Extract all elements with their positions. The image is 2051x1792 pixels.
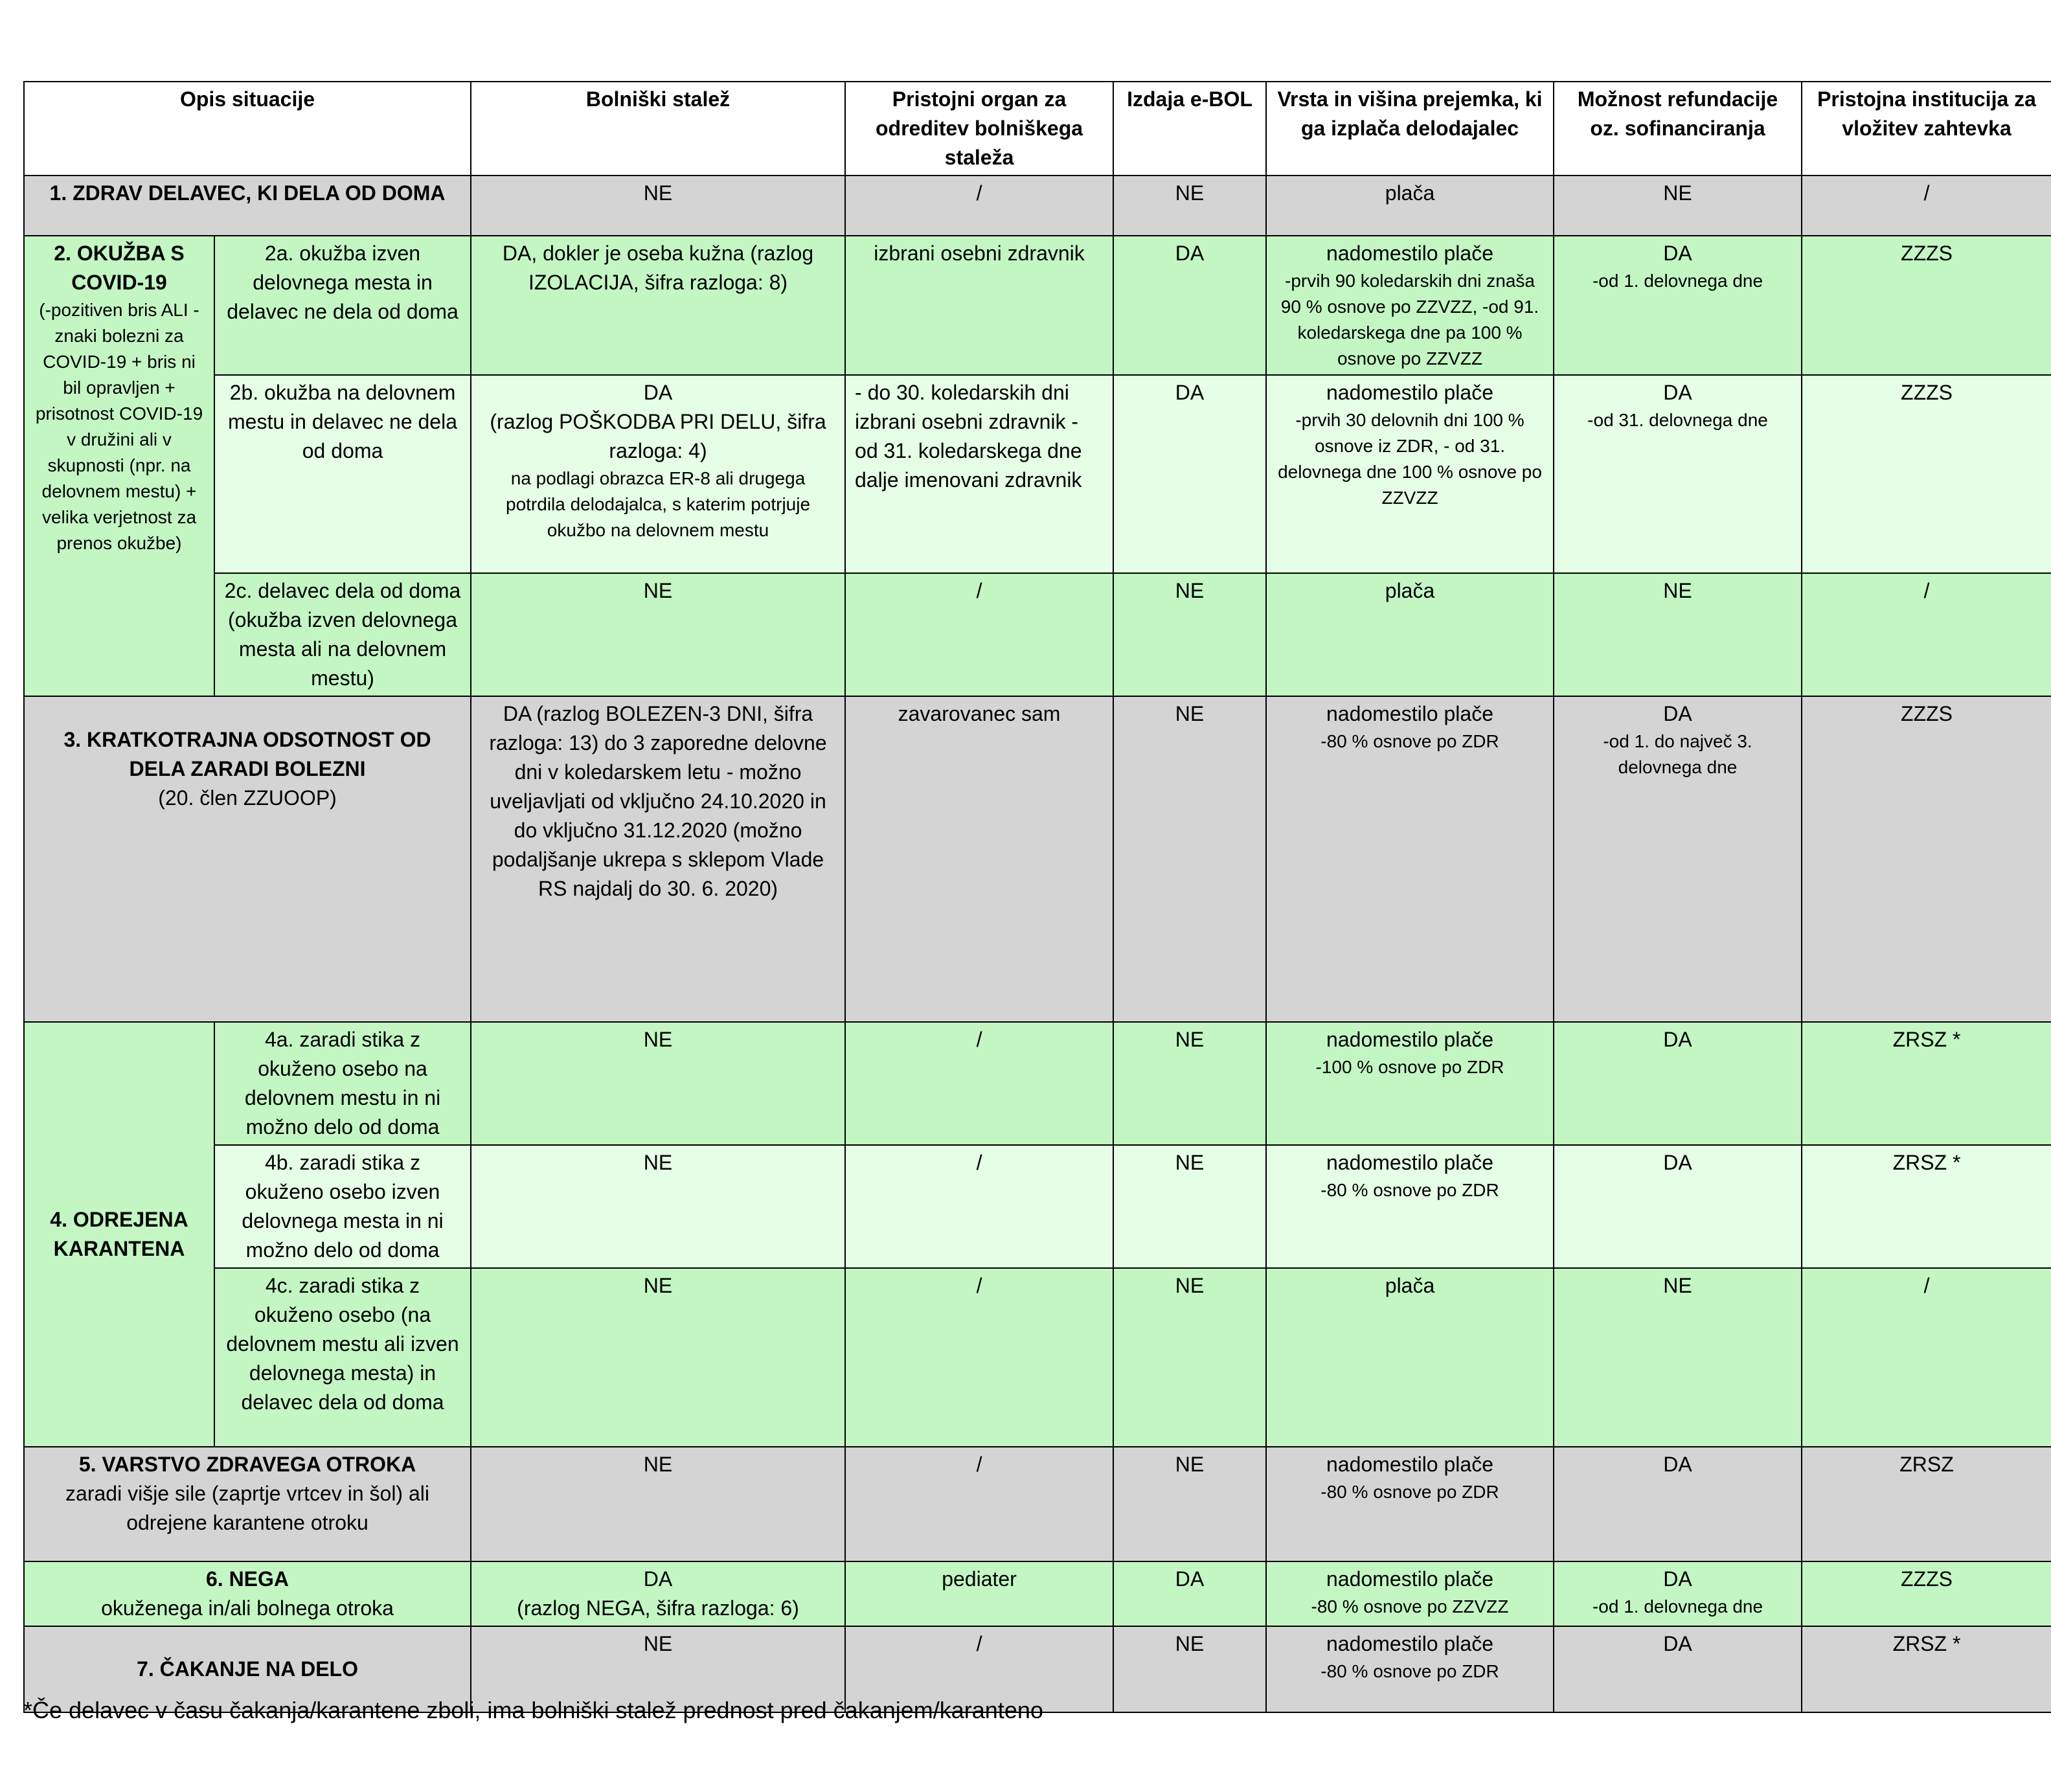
row3-organ: zavarovanec sam xyxy=(845,696,1113,1022)
row4c-refund: NE xyxy=(1554,1268,1802,1447)
row4b-refund: DA xyxy=(1554,1145,1802,1268)
table-row-3 xyxy=(24,696,2051,1022)
row4c-sub: 4c. zaradi stika z okuženo osebo (na delovnem mestu ali izven delovnega mesta) in delavec dela od doma xyxy=(214,1268,471,1447)
row6-title-cell: 6. NEGA okuženega in/ali bolnega otroka xyxy=(24,1561,471,1626)
row1-title: 1. ZDRAV DELAVEC, KI DELA OD DOMA xyxy=(24,176,471,236)
row7-organ: / xyxy=(845,1626,1113,1712)
row4a-inst: ZRSZ * xyxy=(1802,1022,2051,1145)
row4c-inst: / xyxy=(1802,1268,2051,1447)
header-opis: Opis situacije xyxy=(24,82,471,176)
row6-stalez: DA (razlog NEGA, šifra razloga: 6) xyxy=(471,1561,845,1626)
row2a-sub: 2a. okužba izven delovnega mesta in delavec ne dela od doma xyxy=(214,236,471,375)
row7-ebol: NE xyxy=(1113,1626,1266,1712)
row2c-prejemek: plača xyxy=(1266,573,1554,696)
row2c-sub: 2c. delavec dela od doma (okužba izven delovnega mesta ali na delovnem mestu) xyxy=(214,573,471,696)
row6-inst: ZZZS xyxy=(1802,1561,2051,1626)
row6-prejemek: nadomestilo plače -80 % osnove po ZZVZZ xyxy=(1266,1561,1554,1626)
row2b-sub: 2b. okužba na delovnem mestu in delavec ne dela od doma xyxy=(214,375,471,573)
row2a-inst: ZZZS xyxy=(1802,236,2051,375)
row2b-ebol: DA xyxy=(1113,375,1266,573)
row3-refund: DA -od 1. do največ 3. delovnega dne xyxy=(1554,696,1802,1022)
row2c-inst: / xyxy=(1802,573,2051,696)
row4c-stalez: NE xyxy=(471,1268,845,1447)
row6-organ: pediater xyxy=(845,1561,1113,1626)
row2c-ebol: NE xyxy=(1113,573,1266,696)
row5-ebol: NE xyxy=(1113,1447,1266,1561)
table-row-4a xyxy=(24,1022,2051,1145)
row4b-sub: 4b. zaradi stika z okuženo osebo izven delovnega mesta in ni možno delo od doma xyxy=(214,1145,471,1268)
row2c-refund: NE xyxy=(1554,573,1802,696)
header-bolniski-stalez: Bolniški stalež xyxy=(471,82,845,176)
row2b-prejemek: nadomestilo plače -prvih 30 delovnih dni 100 % osnove iz ZDR, - od 31. delovnega dne 100 % osnove po ZZVZZ xyxy=(1266,375,1554,573)
row3-inst: ZZZS xyxy=(1802,696,2051,1022)
row7-inst: ZRSZ * xyxy=(1802,1626,2051,1712)
row4a-stalez: NE xyxy=(471,1022,845,1145)
table-row-4b xyxy=(24,1145,2051,1268)
header-institucija: Pristojna institucija za vložitev zahtevka xyxy=(1802,82,2051,176)
row1-organ: / xyxy=(845,176,1113,236)
row2a-refund: DA -od 1. delovnega dne xyxy=(1554,236,1802,375)
row3-prejemek: nadomestilo plače -80 % osnove po ZDR xyxy=(1266,696,1554,1022)
row4c-organ: / xyxy=(845,1268,1113,1447)
table-row-6 xyxy=(24,1561,2051,1626)
table-row-2a xyxy=(24,236,2051,375)
row5-stalez: NE xyxy=(471,1447,845,1561)
row1-ebol: NE xyxy=(1113,176,1266,236)
row4a-organ: / xyxy=(845,1022,1113,1145)
row4b-stalez: NE xyxy=(471,1145,845,1268)
row6-ebol: DA xyxy=(1113,1561,1266,1626)
row1-refund: NE xyxy=(1554,176,1802,236)
row4c-prejemek: plača xyxy=(1266,1268,1554,1447)
row2a-organ: izbrani osebni zdravnik xyxy=(845,236,1113,375)
footnote: *Če delavec v času čakanja/karantene zboli, ima bolniški stalež prednost pred čakanjem/karanteno xyxy=(23,1697,1043,1723)
row4a-refund: DA xyxy=(1554,1022,1802,1145)
row4b-prejemek: nadomestilo plače -80 % osnove po ZDR xyxy=(1266,1145,1554,1268)
situation-table xyxy=(23,81,2051,1713)
header-refundacija: Možnost refundacije oz. sofinanciranja xyxy=(1554,82,1802,176)
row4b-organ: / xyxy=(845,1145,1113,1268)
table-row-1 xyxy=(24,176,2051,236)
row2c-stalez: NE xyxy=(471,573,845,696)
row4a-ebol: NE xyxy=(1113,1022,1266,1145)
row2b-refund: DA -od 31. delovnega dne xyxy=(1554,375,1802,573)
row2b-stalez: DA (razlog POŠKODBA PRI DELU, šifra razloga: 4) na podlagi obrazca ER-8 ali drugega potrdila delodajalca, s katerim potrjuje okužbo na delovnem mestu xyxy=(471,375,845,573)
row3-stalez: DA (razlog BOLEZEN-3 DNI, šifra razloga: 13) do 3 zaporedne delovne dni v koledarskem letu - možno uveljavljati od vključno 24.10.2020 in do vključno 31.12.2020 (možno podaljšanje ukrepa s sklepom Vlade RS najdalj do 30. 6. 2020) xyxy=(471,696,845,1022)
row7-prejemek: nadomestilo plače -80 % osnove po ZDR xyxy=(1266,1626,1554,1712)
table-row-4c xyxy=(24,1268,2051,1447)
header-vrsta-prejemka: Vrsta in višina prejemka, ki ga izplača delodajalec xyxy=(1266,82,1554,176)
row1-inst: / xyxy=(1802,176,2051,236)
row5-prejemek: nadomestilo plače -80 % osnove po ZDR xyxy=(1266,1447,1554,1561)
row2a-stalez: DA, dokler je oseba kužna (razlog IZOLACIJA, šifra razloga: 8) xyxy=(471,236,845,375)
header-izdaja-ebol: Izdaja e-BOL xyxy=(1113,82,1266,176)
row4a-sub: 4a. zaradi stika z okuženo osebo na delovnem mestu in ni možno delo od doma xyxy=(214,1022,471,1145)
row4-title-cell: 4. ODREJENA KARANTENA xyxy=(24,1022,214,1447)
row4c-ebol: NE xyxy=(1113,1268,1266,1447)
row7-title-cell: 7. ČAKANJE NA DELO xyxy=(24,1626,471,1712)
row6-refund: DA -od 1. delovnega dne xyxy=(1554,1561,1802,1626)
row2-title-cell: 2. OKUŽBA S COVID-19 (-pozitiven bris ALI - znaki bolezni za COVID-19 + bris ni bil opravljen + prisotnost COVID-19 v družini ali v skupnosti (npr. na delovnem mestu) + velika verjetnost za prenos okužbe) xyxy=(24,236,214,696)
row5-organ: / xyxy=(845,1447,1113,1561)
header-row xyxy=(24,82,2051,176)
row1-prejemek: plača xyxy=(1266,176,1554,236)
table-row-5 xyxy=(24,1447,2051,1561)
row5-refund: DA xyxy=(1554,1447,1802,1561)
row3-ebol: NE xyxy=(1113,696,1266,1022)
row5-title-cell: 5. VARSTVO ZDRAVEGA OTROKA zaradi višje sile (zaprtje vrtcev in šol) ali odrejene karantene otroku xyxy=(24,1447,471,1561)
row5-inst: ZRSZ xyxy=(1802,1447,2051,1561)
row2a-prejemek: nadomestilo plače -prvih 90 koledarskih dni znaša 90 % osnove po ZZVZZ, -od 91. koledarskega dne pa 100 % osnove po ZZVZZ xyxy=(1266,236,1554,375)
table-row-2c xyxy=(24,573,2051,696)
row4b-ebol: NE xyxy=(1113,1145,1266,1268)
row7-refund: DA xyxy=(1554,1626,1802,1712)
row2a-ebol: DA xyxy=(1113,236,1266,375)
header-pristojni-organ: Pristojni organ za odreditev bolniškega staleža xyxy=(845,82,1113,176)
row2b-organ: - do 30. koledarskih dni izbrani osebni zdravnik - od 31. koledarskega dne dalje imenovani zdravnik xyxy=(845,375,1113,573)
row1-stalez: NE xyxy=(471,176,845,236)
row4a-prejemek: nadomestilo plače -100 % osnove po ZDR xyxy=(1266,1022,1554,1145)
row4b-inst: ZRSZ * xyxy=(1802,1145,2051,1268)
row7-stalez: NE xyxy=(471,1626,845,1712)
row2b-inst: ZZZS xyxy=(1802,375,2051,573)
table-row-2b xyxy=(24,375,2051,573)
row2c-organ: / xyxy=(845,573,1113,696)
row3-title-cell: 3. KRATKOTRAJNA ODSOTNOST OD DELA ZARADI BOLEZNI (20. člen ZZUOOP) xyxy=(24,696,471,1022)
